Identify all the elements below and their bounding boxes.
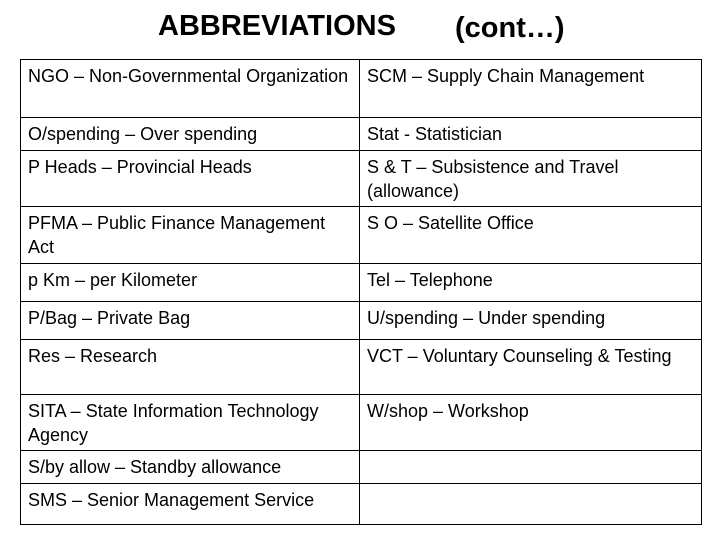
table-row [21, 207, 702, 264]
abbreviation-cell: P Heads – Provincial Heads [21, 151, 360, 207]
abbreviation-cell: SMS – Senior Management Service [21, 484, 360, 525]
abbreviation-cell: S & T – Subsistence and Travel (allowance) [360, 151, 702, 207]
table-row [21, 302, 702, 340]
abbreviation-cell: O/spending – Over spending [21, 118, 360, 151]
abbreviation-cell: Tel – Telephone [360, 264, 702, 302]
table-row [21, 60, 702, 118]
title-continued: (cont…) [455, 12, 565, 44]
abbreviation-cell: SCM – Supply Chain Management [360, 60, 702, 118]
slide-title [0, 6, 720, 46]
table-row [21, 395, 702, 451]
abbreviation-cell: PFMA – Public Finance Management Act [21, 207, 360, 264]
table-row [21, 151, 702, 207]
title-abbreviations: ABBREVIATIONS [158, 10, 396, 42]
empty-cell [360, 451, 702, 484]
abbreviation-cell: Stat - Statistician [360, 118, 702, 151]
abbreviation-cell: VCT – Voluntary Counseling & Testing [360, 340, 702, 395]
abbreviation-cell: NGO – Non-Governmental Organization [21, 60, 360, 118]
table-row [21, 451, 702, 484]
table-row [21, 118, 702, 151]
table-row [21, 484, 702, 525]
abbreviation-cell: SITA – State Information Technology Agency [21, 395, 360, 451]
abbreviation-cell: S O – Satellite Office [360, 207, 702, 264]
abbreviation-cell: p Km – per Kilometer [21, 264, 360, 302]
abbreviation-cell: P/Bag – Private Bag [21, 302, 360, 340]
abbreviation-cell: S/by allow – Standby allowance [21, 451, 360, 484]
table-row [21, 340, 702, 395]
abbreviation-cell: Res – Research [21, 340, 360, 395]
abbreviation-cell: U/spending – Under spending [360, 302, 702, 340]
abbreviations-table [20, 59, 702, 525]
table-row [21, 264, 702, 302]
abbreviation-cell: W/shop – Workshop [360, 395, 702, 451]
empty-cell [360, 484, 702, 525]
